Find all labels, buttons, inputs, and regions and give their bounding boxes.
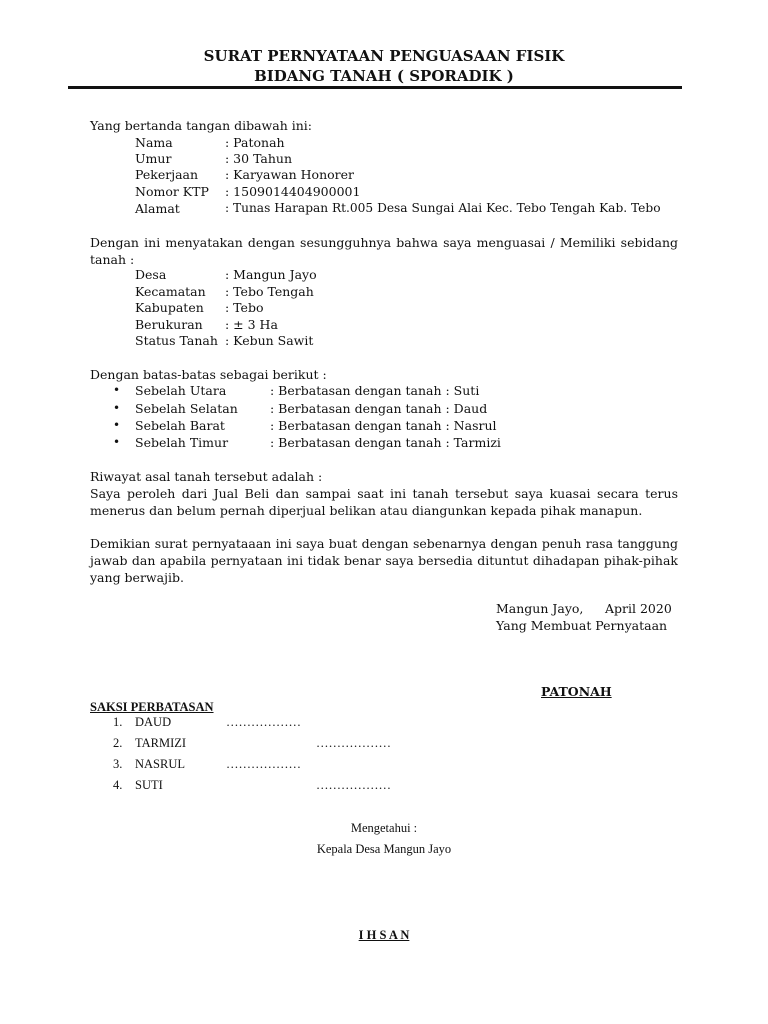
witness-number: 3. [113,757,123,771]
bullet-icon: • [113,418,121,432]
land-label: Kabupaten [135,300,204,315]
borders-intro: Dengan batas-batas sebagai berikut : [90,367,327,382]
land-label: Desa [135,267,167,282]
witness-name: DAUD [135,715,172,729]
identity-value: : 1509014404900001 [225,184,361,199]
land-statement: Dengan ini menyatakan dengan sesungguhnya bahwa saya menguasai / Memiliki sebidang tanah : [90,235,678,267]
border-value: : Berbatasan dengan tanah : Daud [270,401,488,416]
closing-text: Demikian surat pernyataaan ini saya buat dengan sebenarnya dengan penuh rasa tanggung jawab dan apabila pernyataan ini tidak benar saya bersedia dituntut dihadapan pihak-pihak yang berwajib. [90,536,678,585]
document-title-line2: BIDANG TANAH ( SPORADIK ) [254,67,514,85]
land-value: : Tebo [225,300,264,315]
border-value: : Berbatasan dengan tanah : Nasrul [270,418,497,433]
border-value: : Berbatasan dengan tanah : Suti [270,383,480,398]
identity-label: Nama [135,135,173,150]
land-value: : Mangun Jayo [225,267,317,282]
witness-signature-line: ……………… [226,757,301,771]
land-value: : Kebun Sawit [225,333,314,348]
identity-label: Pekerjaan [135,167,199,182]
border-label: Sebelah Barat [135,418,225,433]
bullet-icon: • [113,401,121,415]
bullet-icon: • [113,383,121,397]
signature-date: April 2020 [605,601,672,616]
land-value: : ± 3 Ha [225,317,278,332]
witness-name: SUTI [135,778,163,792]
identity-label: Nomor KTP [135,184,209,199]
border-label: Sebelah Timur [135,435,229,450]
approval-label: Mengetahui : [350,821,418,835]
identity-value: : 30 Tahun [225,151,293,166]
witness-name: TARMIZI [135,736,187,750]
witness-number: 1. [113,715,123,729]
signature-role: Yang Membuat Pernyataan [496,618,668,633]
village-head-name: I H S A N [358,928,410,942]
identity-label: Alamat [135,201,180,216]
approval-role: Kepala Desa Mangun Jayo [316,842,452,856]
land-label: Status Tanah [135,333,218,348]
border-label: Sebelah Utara [135,383,227,398]
identity-value: : Tunas Harapan Rt.005 Desa Sungai Alai Kec. Tebo Tengah Kab. Tebo [225,201,661,215]
land-value: : Tebo Tengah [225,284,314,299]
border-value: : Berbatasan dengan tanah : Tarmizi [270,435,501,450]
title-divider [68,86,682,89]
witness-signature-line: ……………… [316,778,391,792]
identity-label: Umur [135,151,172,166]
identity-value: : Karyawan Honorer [225,167,354,182]
land-label: Berukuran [135,317,203,332]
witness-number: 2. [113,736,123,750]
document-title-line1: SURAT PERNYATAAN PENGUASAAN FISIK [203,47,565,65]
land-label: Kecamatan [135,284,206,299]
border-label: Sebelah Selatan [135,401,238,416]
signature-place: Mangun Jayo, [496,601,584,616]
identity-value: : Patonah [225,135,285,150]
history-text: Saya peroleh dari Jual Beli dan sampai saat ini tanah tersebut saya kuasai secara terus menerus dan belum pernah diperjual belikan atau diangunkan kepada pihak manapun. [90,486,678,518]
bullet-icon: • [113,435,121,449]
witness-signature-line: ……………… [226,715,301,729]
history-heading: Riwayat asal tanah tersebut adalah : [90,469,323,484]
witnesses-heading: SAKSI PERBATASAN [90,700,214,714]
witness-number: 4. [113,778,123,792]
identity-intro: Yang bertanda tangan dibawah ini: [90,118,312,133]
signatory-name: PATONAH [541,684,612,699]
witness-signature-line: ……………… [316,736,391,750]
witness-name: NASRUL [135,757,186,771]
